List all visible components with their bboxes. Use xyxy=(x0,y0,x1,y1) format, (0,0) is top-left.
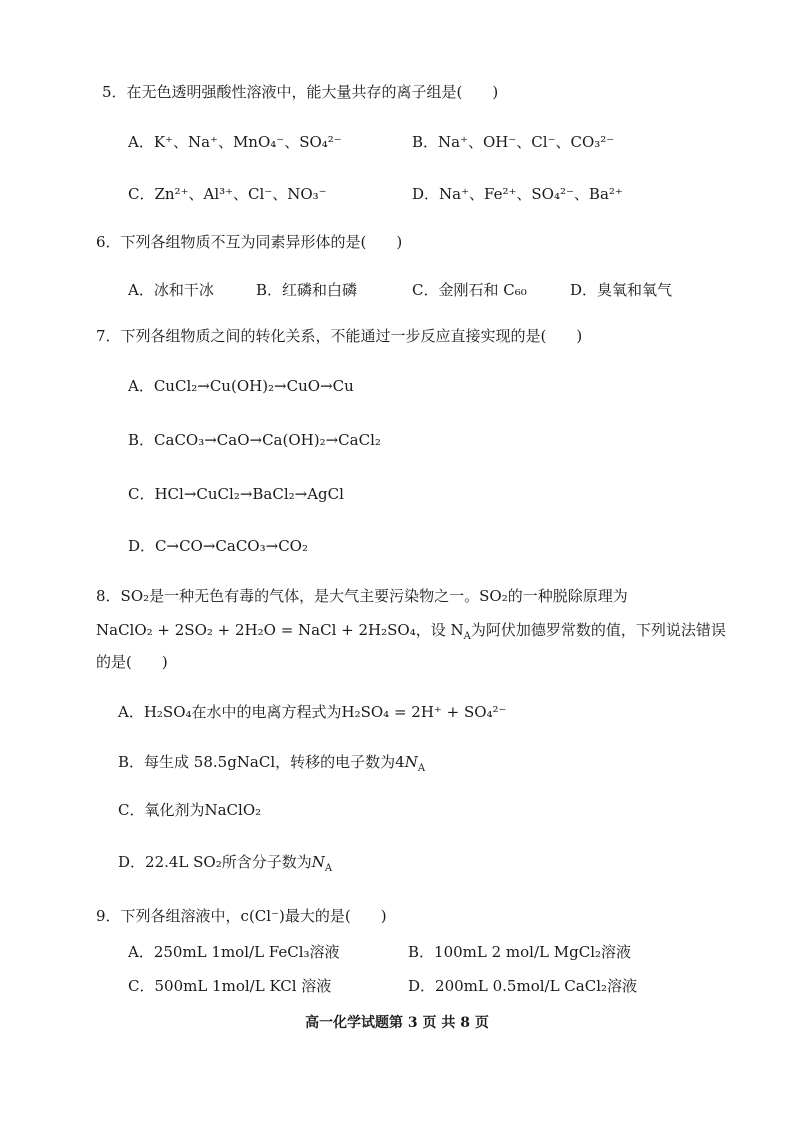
q7-option-d: D．C→CO→CaCO₃→CO₂ xyxy=(128,537,308,555)
q9-option-c: C．500mL 1mol/L KCl 溶液 xyxy=(128,977,332,995)
q8-option-d xyxy=(118,852,332,872)
q8-stem-rest: 为阿伏加德罗常数的值，下列说法错误 xyxy=(470,621,726,639)
q8-equation: NaClO₂ + 2SO₂ + 2H₂O = NaCl + 2H₂SO₄，设 N xyxy=(96,621,464,639)
q8-stem-line2 xyxy=(96,620,726,640)
q6-option-a: A．冰和干冰 xyxy=(128,281,214,299)
q8-option-a: A．H₂SO₄在水中的电离方程式为H₂SO₄ = 2H⁺ + SO₄²⁻ xyxy=(118,703,507,721)
q7-option-b: B．CaCO₃→CaO→Ca(OH)₂→CaCl₂ xyxy=(128,431,381,449)
q8-stem-line3: 的是( ) xyxy=(96,653,168,671)
q8-na-sub: A xyxy=(463,631,471,642)
q5-option-b: B．Na⁺、OH⁻、Cl⁻、CO₃²⁻ xyxy=(412,133,615,151)
q8-stem-line1: 8．SO₂是一种无色有毒的气体，是大气主要污染物之一。SO₂的一种脱除原理为 xyxy=(96,587,628,605)
q8-option-b-text: B．每生成 58.5gNaCl，转移的电子数为4 xyxy=(118,753,405,771)
page-footer: 高一化学试题第 3 页 共 8 页 xyxy=(305,1015,489,1031)
q8-option-b-sub: A xyxy=(417,763,426,774)
q5-option-a: A．K⁺、Na⁺、MnO₄⁻、SO₄²⁻ xyxy=(128,133,342,151)
q5-stem: 5．在无色透明强酸性溶液中，能大量共存的离子组是( ) xyxy=(102,83,499,101)
q9-option-d: D．200mL 0.5mol/L CaCl₂溶液 xyxy=(408,977,638,995)
q6-stem: 6．下列各组物质不互为同素异形体的是( ) xyxy=(96,233,403,251)
q8-option-d-text: D．22.4L SO₂所含分子数为 xyxy=(118,853,312,871)
q5-option-c: C．Zn²⁺、Al³⁺、Cl⁻、NO₃⁻ xyxy=(128,185,327,203)
q7-option-a: A．CuCl₂→Cu(OH)₂→CuO→Cu xyxy=(128,377,354,395)
q6-option-c: C．金刚石和 C₆₀ xyxy=(412,281,527,299)
q8-option-d-n: N xyxy=(311,853,325,871)
q9-stem: 9．下列各组溶液中，c(Cl⁻)最大的是( ) xyxy=(96,907,387,925)
q9-option-a: A．250mL 1mol/L FeCl₃溶液 xyxy=(128,943,340,961)
q8-option-d-sub: A xyxy=(324,863,333,874)
q5-option-d: D．Na⁺、Fe²⁺、SO₄²⁻、Ba²⁺ xyxy=(412,185,623,203)
q8-option-b xyxy=(118,752,425,772)
q6-option-b: B．红磷和白磷 xyxy=(256,281,358,299)
q7-stem: 7．下列各组物质之间的转化关系，不能通过一步反应直接实现的是( ) xyxy=(96,327,583,345)
q8-option-b-n: N xyxy=(404,753,418,771)
q6-option-d: D．臭氧和氧气 xyxy=(570,281,673,299)
q7-option-c: C．HCl→CuCl₂→BaCl₂→AgCl xyxy=(128,485,344,503)
q8-option-c: C．氧化剂为NaClO₂ xyxy=(118,801,262,819)
q9-option-b: B．100mL 2 mol/L MgCl₂溶液 xyxy=(408,943,632,961)
